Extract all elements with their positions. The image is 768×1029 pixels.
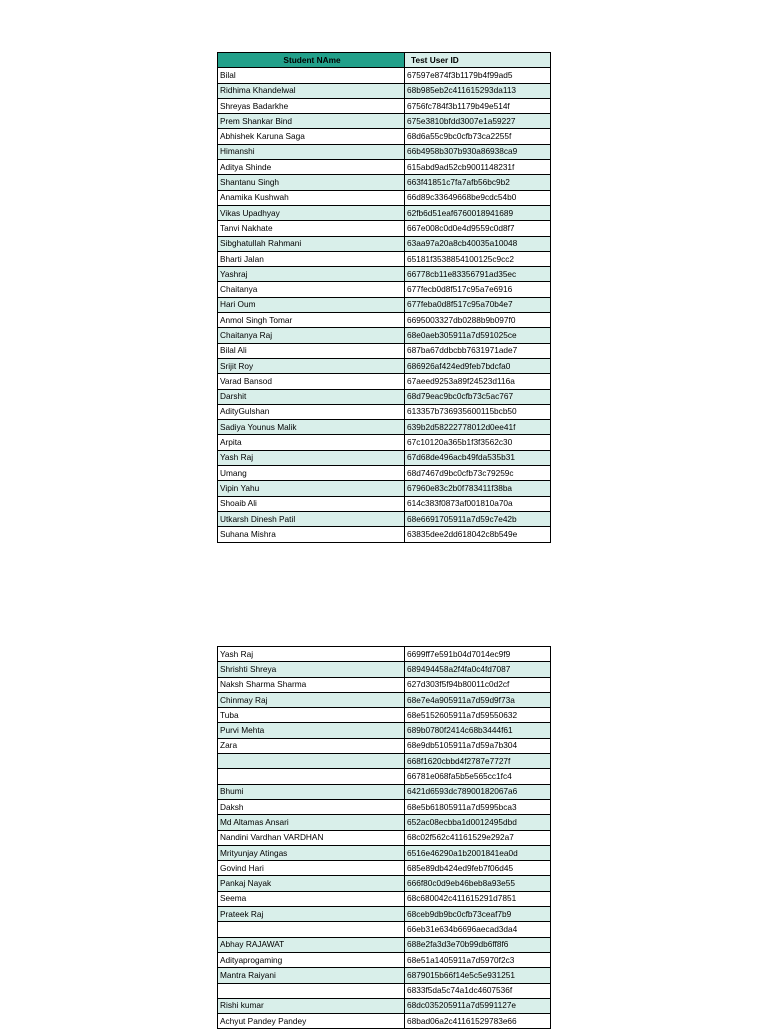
student-name-cell: Rishi kumar <box>218 998 405 1013</box>
table-row <box>218 404 551 419</box>
student-name-cell: Bharti Jalan <box>218 251 405 266</box>
student-name-cell: Mantra Raiyani <box>218 968 405 983</box>
test-user-id-cell: 627d303f5f94b80011c0d2cf <box>405 677 551 692</box>
test-user-id-cell: 67aeed9253a89f24523d116a <box>405 374 551 389</box>
test-user-id-cell: 6833f5da5c74a1dc4607536f <box>405 983 551 998</box>
table-row <box>218 647 551 662</box>
table-row <box>218 221 551 236</box>
table-row <box>218 389 551 404</box>
table-row <box>218 861 551 876</box>
table-row <box>218 160 551 175</box>
student-name-cell: Prem Shankar Bind <box>218 114 405 129</box>
student-name-cell: Utkarsh Dinesh Patil <box>218 511 405 526</box>
test-user-id-cell: 652ac08ecbba1d0012495dbd <box>405 815 551 830</box>
student-name-cell: Yash Raj <box>218 647 405 662</box>
table-row <box>218 481 551 496</box>
table-row <box>218 420 551 435</box>
test-user-id-cell: 68ceb9db9bc0cfb73ceaf7b9 <box>405 907 551 922</box>
test-user-id-cell: 689494458a2f4fa0c4fd7087 <box>405 662 551 677</box>
table-row <box>218 450 551 465</box>
table-row <box>218 190 551 205</box>
test-user-id-cell: 68c02f562c41161529e292a7 <box>405 830 551 845</box>
student-name-cell: Varad Bansod <box>218 374 405 389</box>
table-row <box>218 328 551 343</box>
test-user-id-cell: 6516e46290a1b2001841ea0d <box>405 845 551 860</box>
table-row <box>218 236 551 251</box>
table-row <box>218 891 551 906</box>
test-user-id-cell: 68e51a1405911a7d5970f2c3 <box>405 952 551 967</box>
test-user-id-cell: 688e2fa3d3e70b99db6ff8f6 <box>405 937 551 952</box>
test-user-id-cell: 68dc035205911a7d5991127e <box>405 998 551 1013</box>
student-name-cell: Shrishti Shreya <box>218 662 405 677</box>
table-row <box>218 282 551 297</box>
student-name-cell: Daksh <box>218 799 405 814</box>
test-user-id-cell: 68d7467d9bc0cfb73c79259c <box>405 466 551 481</box>
student-name-cell: Sibghatullah Rahmani <box>218 236 405 251</box>
test-user-id-cell: 63aa97a20a8cb40035a10048 <box>405 236 551 251</box>
test-user-id-cell: 614c383f0873af001810a70a <box>405 496 551 511</box>
test-user-id-cell: 668f1620cbbd4f2787e7727f <box>405 754 551 769</box>
test-user-id-cell: 66eb31e634b6696aecad3da4 <box>405 922 551 937</box>
student-name-cell: Chaitanya Raj <box>218 328 405 343</box>
student-name-cell: Pankaj Nayak <box>218 876 405 891</box>
table-row <box>218 313 551 328</box>
student-name-cell <box>218 754 405 769</box>
test-user-id-cell: 67597e874f3b1179b4f99ad5 <box>405 68 551 83</box>
table-2-body <box>218 647 551 1029</box>
student-name-cell: Srijit Roy <box>218 358 405 373</box>
student-name-cell: Shantanu Singh <box>218 175 405 190</box>
table-row <box>218 692 551 707</box>
test-user-id-cell: 677fecb0d8f517c95a7e6916 <box>405 282 551 297</box>
table-row <box>218 998 551 1013</box>
test-user-id-cell: 68e5b61805911a7d5995bca3 <box>405 799 551 814</box>
student-name-cell: Bhumi <box>218 784 405 799</box>
test-user-id-cell: 689b0780f2414c68b3444f61 <box>405 723 551 738</box>
student-name-cell: Yashraj <box>218 267 405 282</box>
student-name-cell: Mrityunjay Atingas <box>218 845 405 860</box>
student-name-cell: Achyut Pandey Pandey <box>218 1014 405 1029</box>
test-user-id-cell: 68e6691705911a7d59c7e42b <box>405 511 551 526</box>
student-name-cell: Abhishek Karuna Saga <box>218 129 405 144</box>
table-row <box>218 205 551 220</box>
table-row <box>218 968 551 983</box>
test-user-id-cell: 677feba0d8f517c95a70b4e7 <box>405 297 551 312</box>
table-1-body <box>218 68 551 542</box>
table-row <box>218 297 551 312</box>
test-user-id-cell: 66b4958b307b930a86938ca9 <box>405 144 551 159</box>
table-row <box>218 129 551 144</box>
test-user-id-cell: 666f80c0d9eb46beb8a93e55 <box>405 876 551 891</box>
table-row <box>218 68 551 83</box>
student-name-cell: Chaitanya <box>218 282 405 297</box>
table-row <box>218 922 551 937</box>
student-table-2 <box>217 646 551 1029</box>
student-name-cell: Umang <box>218 466 405 481</box>
student-name-cell: Darshit <box>218 389 405 404</box>
table-row <box>218 144 551 159</box>
student-name-cell: Shreyas Badarkhe <box>218 98 405 113</box>
table-row <box>218 251 551 266</box>
student-name-cell: Shoaib Ali <box>218 496 405 511</box>
table-row <box>218 511 551 526</box>
test-user-id-cell: 68d6a55c9bc0cfb73ca2255f <box>405 129 551 144</box>
test-user-id-cell: 68d79eac9bc0cfb73c5ac767 <box>405 389 551 404</box>
test-user-id-header: Test User ID <box>405 53 551 68</box>
test-user-id-cell: 6879015b66f14e5c5e931251 <box>405 968 551 983</box>
test-user-id-cell: 663f41851c7fa7afb56bc9b2 <box>405 175 551 190</box>
table-row <box>218 799 551 814</box>
student-name-cell: Vipin Yahu <box>218 481 405 496</box>
student-name-cell: Tuba <box>218 708 405 723</box>
table-row <box>218 1014 551 1029</box>
table-row <box>218 952 551 967</box>
test-user-id-cell: 686926af424ed9feb7bdcfa0 <box>405 358 551 373</box>
student-name-cell: Md Altamas Ansari <box>218 815 405 830</box>
table-row <box>218 267 551 282</box>
table-row <box>218 907 551 922</box>
test-user-id-cell: 613357b736935600115bcb50 <box>405 404 551 419</box>
header-row <box>218 53 551 68</box>
test-user-id-cell: 66d89c33649668be9cdc54b0 <box>405 190 551 205</box>
test-user-id-cell: 68e5152605911a7d59550632 <box>405 708 551 723</box>
table-row <box>218 723 551 738</box>
test-user-id-cell: 639b2d58222778012d0ee41f <box>405 420 551 435</box>
student-name-cell <box>218 769 405 784</box>
student-name-header: Student NAme <box>218 53 405 68</box>
table-row <box>218 876 551 891</box>
table-row <box>218 784 551 799</box>
table-row <box>218 983 551 998</box>
student-name-cell: Naksh Sharma Sharma <box>218 677 405 692</box>
student-name-cell: Himanshi <box>218 144 405 159</box>
test-user-id-cell: 675e3810bfdd3007e1a59227 <box>405 114 551 129</box>
student-name-cell: Zara <box>218 738 405 753</box>
student-name-cell: AdityGulshan <box>218 404 405 419</box>
test-user-id-cell: 67c10120a365b1f3f3562c30 <box>405 435 551 450</box>
table-row <box>218 496 551 511</box>
table-row <box>218 769 551 784</box>
test-user-id-cell: 685e89db424ed9feb7f06d45 <box>405 861 551 876</box>
test-user-id-cell: 68e0aeb305911a7d591025ce <box>405 328 551 343</box>
student-name-cell: Adityaprogaming <box>218 952 405 967</box>
table-row <box>218 374 551 389</box>
test-user-id-cell: 687ba67ddbcbb7631971ade7 <box>405 343 551 358</box>
student-table-1 <box>217 52 551 543</box>
table-row <box>218 98 551 113</box>
table-row <box>218 937 551 952</box>
table-row <box>218 358 551 373</box>
test-user-id-cell: 67960e83c2b0f783411f38ba <box>405 481 551 496</box>
student-name-cell: Nandini Vardhan VARDHAN <box>218 830 405 845</box>
test-user-id-cell: 62fb6d51eaf6760018941689 <box>405 205 551 220</box>
student-name-cell: Sadiya Younus Malik <box>218 420 405 435</box>
student-name-cell: Anamika Kushwah <box>218 190 405 205</box>
student-name-cell <box>218 922 405 937</box>
test-user-id-cell: 65181f3538854100125c9cc2 <box>405 251 551 266</box>
student-name-cell: Prateek Raj <box>218 907 405 922</box>
test-user-id-cell: 68bad06a2c41161529783e66 <box>405 1014 551 1029</box>
test-user-id-cell: 63835dee2dd618042c8b549e <box>405 527 551 542</box>
test-user-id-cell: 68c680042c411615291d7851 <box>405 891 551 906</box>
table-row <box>218 527 551 542</box>
student-name-cell: Ridhima Khandelwal <box>218 83 405 98</box>
student-name-cell: Vikas Upadhyay <box>218 205 405 220</box>
test-user-id-cell: 6699ff7e591b04d7014ec9f9 <box>405 647 551 662</box>
student-name-cell: Yash Raj <box>218 450 405 465</box>
table-row <box>218 815 551 830</box>
student-name-cell <box>218 983 405 998</box>
test-user-id-cell: 6421d6593dc78900182067a6 <box>405 784 551 799</box>
table-row <box>218 435 551 450</box>
test-user-id-cell: 68b985eb2c411615293da113 <box>405 83 551 98</box>
student-name-cell: Tanvi Nakhate <box>218 221 405 236</box>
test-user-id-cell: 667e008c0d0e4d9559c0d8f7 <box>405 221 551 236</box>
table-row <box>218 83 551 98</box>
table-row <box>218 738 551 753</box>
table-row <box>218 754 551 769</box>
test-user-id-cell: 6756fc784f3b1179b49e514f <box>405 98 551 113</box>
test-user-id-cell: 68e9db5105911a7d59a7b304 <box>405 738 551 753</box>
student-name-cell: Purvi Mehta <box>218 723 405 738</box>
table-row <box>218 466 551 481</box>
table-row <box>218 845 551 860</box>
test-user-id-cell: 67d68de496acb49fda535b31 <box>405 450 551 465</box>
table-row <box>218 830 551 845</box>
table-row <box>218 175 551 190</box>
student-name-cell: Chinmay Raj <box>218 692 405 707</box>
test-user-id-cell: 615abd9ad52cb9001148231f <box>405 160 551 175</box>
test-user-id-cell: 6695003327db0288b9b097f0 <box>405 313 551 328</box>
test-user-id-cell: 66778cb11e83356791ad35ec <box>405 267 551 282</box>
student-name-cell: Bilal Ali <box>218 343 405 358</box>
student-name-cell: Arpita <box>218 435 405 450</box>
student-name-cell: Govind Hari <box>218 861 405 876</box>
table-row <box>218 662 551 677</box>
student-name-cell: Suhana Mishra <box>218 527 405 542</box>
student-name-cell: Anmol Singh Tomar <box>218 313 405 328</box>
table-row <box>218 343 551 358</box>
student-name-cell: Hari Oum <box>218 297 405 312</box>
student-name-cell: Bilal <box>218 68 405 83</box>
table-row <box>218 708 551 723</box>
student-name-cell: Abhay RAJAWAT <box>218 937 405 952</box>
test-user-id-cell: 68e7e4a905911a7d59d9f73a <box>405 692 551 707</box>
student-name-cell: Seema <box>218 891 405 906</box>
table-row <box>218 114 551 129</box>
table-row <box>218 677 551 692</box>
test-user-id-cell: 66781e068fa5b5e565cc1fc4 <box>405 769 551 784</box>
student-name-cell: Aditya Shinde <box>218 160 405 175</box>
